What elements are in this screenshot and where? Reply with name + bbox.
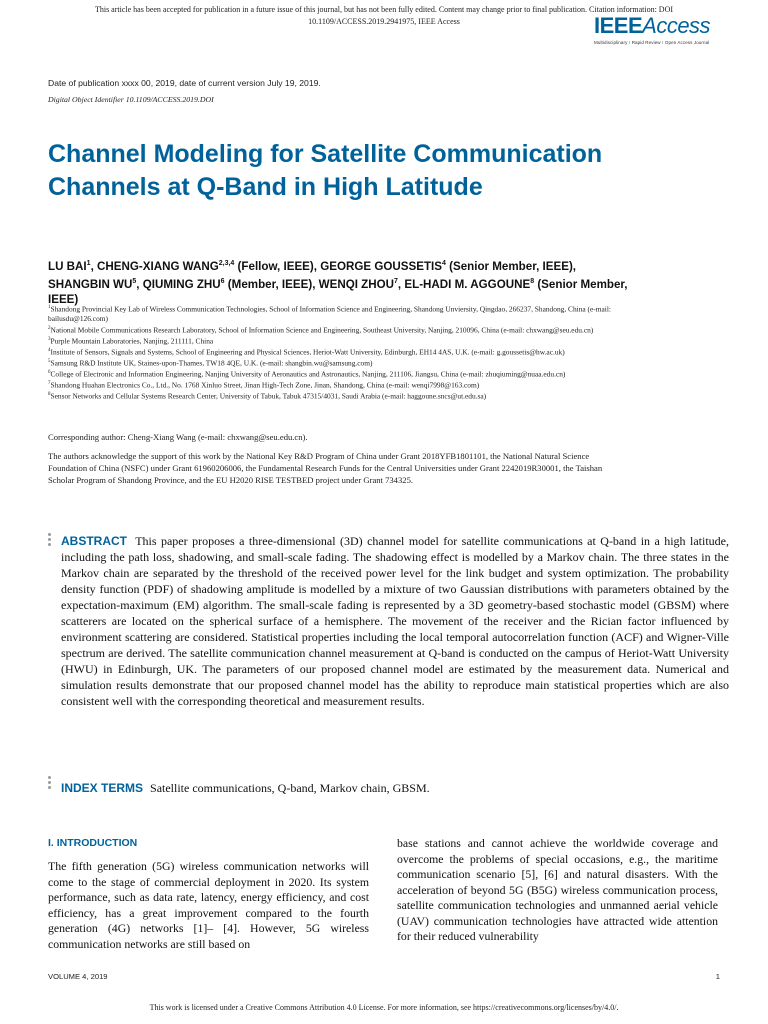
index-terms-block — [61, 780, 729, 796]
author-name: WENQI ZHOU — [318, 277, 395, 291]
affiliation-entry — [48, 346, 628, 357]
affiliation-text: Institute of Sensors, Signals and Systems, School of Engineering and Physical Sciences, Heriot-Watt University, Edinburgh, EH14 4AS, U.K. (e-mail: g.goussetis@hw.ac.uk) — [50, 347, 565, 357]
abstract-text: This paper proposes a three-dimensional (3D) channel model for satellite communications at Q-band in a high latitude, including the path loss, shadowing, and small-scale fading. The shadowing effect is modelled by a Markov chain. The three states in the Markov chain are separated by the threshold of the received power level for the link budget and system optimization. The probability density function (PDF) of shadowing amplitude is modelled by a mixture of two Gaussian distributions with parameters obtained by the expectation-maximum (EM) algorithm. The small-scale fading is represented by a 3D geometry-based stochastic model (GBSM) where scatterers are located on the spherical surface of a hemisphere. The movement of the receiver and the Rician factor influenced by environment scattering are considered. Statistical properties including the local temporal autocorrelation function (ACF) and Wigner-Ville spectrum are derived. The satellite communication channel measurement at Q-band is conducted on the campus of Heriot-Watt University (HWU) in Edinburgh, UK. The parameters of our proposed channel model are estimated by the measurement data. Numerical and simulation results demonstrate that our proposed channel model has the ability to reproduce main statistical properties which are also consistent well with the corresponding theoretical and measurement results. — [61, 534, 729, 708]
affiliation-number: 1 — [48, 305, 51, 310]
author-entry — [48, 278, 143, 291]
affiliation-text: Shandong Huahan Electronics Co., Ltd., No. 1768 Xinluo Street, Jinan High-Tech Zone, Jinan, Shandong, China (e-mail: wenqi7998@163.com) — [50, 380, 480, 390]
affiliation-number: 4 — [48, 347, 51, 353]
affiliation-text: Shandong Provincial Key Lab of Wireless Communication Technologies, School of Information Science and Engineering, Shandong Unviersity, Qingdao, 266237, Shandong, China (e-mail: bailusdu@126.com) — [48, 304, 611, 324]
author-affiliation-number: 5 — [132, 277, 137, 285]
author-membership: (Fellow, IEEE), — [234, 259, 321, 273]
corresponding-author: Corresponding author: Cheng-Xiang Wang (e-mail: chxwang@seu.edu.cn). — [48, 432, 308, 442]
author-membership: , — [90, 259, 98, 273]
author-membership: , — [397, 277, 405, 291]
paper-title: Channel Modeling for Satellite Communication Channels at Q-Band in High Latitude — [48, 140, 603, 201]
affiliation-number: 3 — [48, 336, 51, 342]
affiliation-number: 6 — [48, 369, 51, 375]
author-affiliation-number: 7 — [394, 277, 398, 285]
affiliation-entry — [48, 357, 628, 368]
author-entry — [143, 278, 319, 291]
author-list — [48, 256, 628, 307]
affiliation-text: National Mobile Communications Research Laboratory, School of Information Science and Engineering, Southeast University, Nanjing, 210096, China (e-mail: chxwang@seu.edu.cn) — [50, 325, 594, 335]
volume-label: VOLUME 4, 2019 — [48, 972, 108, 981]
index-terms-label: INDEX TERMS — [61, 781, 144, 795]
author-affiliation-number: 8 — [530, 277, 535, 285]
affiliation-text: College of Electronic and Information Engineering, Nanjing University of Aeronautics and Astronautics, Nanjing, 211106, Jiangsu, China (e-mail: zhuqiuming@nuaa.edu.cn) — [50, 369, 566, 379]
author-membership: (Senior Member, IEEE), — [445, 259, 577, 273]
author-name: EL-HADI M. AGGOUNE — [404, 277, 531, 291]
affiliation-text: Purple Mountain Laboratories, Nanjing, 211111, China — [50, 336, 214, 346]
author-name: QIUMING ZHU — [142, 277, 221, 291]
author-membership: (Member, IEEE), — [224, 277, 319, 291]
abstract-label: ABSTRACT — [61, 534, 127, 548]
author-name: SHANGBIN WU — [48, 277, 133, 291]
affiliation-entry — [48, 324, 628, 335]
affiliation-number: 7 — [48, 380, 51, 386]
affiliation-number: 8 — [48, 392, 51, 398]
intro-right-column: base stations and cannot achieve the worldwide coverage and overcome the problems of special occasions, e.g., the maritime communication scenario [5], [6] and natural disasters. With the acceleration of beyond 5G (B5G) wireless communication process, satellite communication technologies and unmanned aerial vehicle (UAV) communication technologies have attracted wide attention for their reduced vulnerability — [397, 836, 718, 943]
author-affiliation-number: 2,3,4 — [218, 260, 235, 267]
affiliation-text: Sensor Networks and Cellular Systems Research Center, University of Tabuk, Tabuk 47315/4031, Saudi Arabia (e-mail: haggoune.sncs@ut.edu.sa) — [50, 391, 487, 401]
author-affiliation-number: 4 — [441, 260, 446, 267]
author-entry — [320, 260, 576, 273]
author-affiliation-number: 6 — [220, 277, 225, 285]
index-terms-text: Satellite communications, Q-band, Markov chain, GBSM. — [150, 781, 430, 795]
status-note-line1: This article has been accepted for publication in a future issue of this journal, but has not been fully edited. Content may change prior to final publication. Citation information: DOI — [94, 5, 674, 14]
author-entry — [319, 278, 405, 291]
section-heading-introduction: I. INTRODUCTION — [48, 837, 138, 849]
license-note: This work is licensed under a Creative Commons Attribution 4.0 License. For more information, see https://creativecommons.org/licenses/by/4.0/. — [149, 1003, 619, 1012]
index-terms-marker-icon — [48, 776, 52, 791]
logo-bold-text: IEEE — [594, 13, 643, 38]
author-name: GEORGE GOUSSETIS — [320, 259, 442, 273]
publication-dateline: Date of publication xxxx 00, 2019, date of current version July 19, 2019. — [48, 78, 321, 88]
abstract-marker-icon — [48, 533, 52, 548]
author-membership: (Senior Member, IEEE) — [48, 277, 628, 306]
affiliation-number: 5 — [48, 358, 51, 364]
affiliation-entry — [48, 390, 628, 401]
affiliation-entry — [48, 368, 628, 379]
author-membership: , — [136, 277, 143, 291]
author-name: CHENG-XIANG WANG — [97, 259, 219, 273]
abstract-block — [61, 533, 729, 709]
logo-light-text: Access — [642, 13, 711, 38]
affiliation-entry — [48, 303, 628, 324]
doi-line: Digital Object Identifier 10.1109/ACCESS.2019.DOI — [48, 95, 214, 104]
ieee-access-logo — [594, 15, 714, 47]
author-affiliation-number: 1 — [86, 260, 91, 267]
status-note-line2: 10.1109/ACCESS.2019.2941975, IEEE Access — [308, 17, 460, 26]
affiliation-number: 2 — [48, 325, 51, 331]
page-number: 1 — [715, 972, 720, 981]
funding-acknowledgment: The authors acknowledge the support of this work by the National Key R&D Program of China under Grant 2018YFB1801101, the National Natural Science Foundation of China (NSFC) under Grant 61960206006, the Fundamental Research Funds for the Central Universities under Grant 2242019R30001, the Taishan Scholar Program of Shandong Province, and the EU H2020 RISE TESTBED project under Grant 734325. — [48, 451, 603, 485]
affiliation-entry — [48, 379, 628, 390]
author-name: LU BAI — [48, 259, 87, 273]
author-entry — [97, 260, 320, 273]
affiliation-entry — [48, 335, 628, 346]
logo-tagline: Multidisciplinary ⁝ Rapid Review ⁝ Open Access Journal — [594, 40, 710, 45]
affiliation-text: Samsung R&D Institute UK, Staines-upon-Thames, TW18 4QE, U.K. (e-mail: shangbin.wu@samsung.com) — [50, 358, 373, 368]
author-entry — [48, 260, 97, 273]
intro-left-column: The fifth generation (5G) wireless communication networks will come to the stage of commercial deployment in 2020. Its system performance, such as data rate, latency, energy efficiency, and cost efficiency, has a great improvement compared to the fourth generation (4G) networks [1]– [4]. However, 5G wireless communication networks are still based on — [48, 859, 369, 951]
affiliation-list — [48, 303, 628, 401]
